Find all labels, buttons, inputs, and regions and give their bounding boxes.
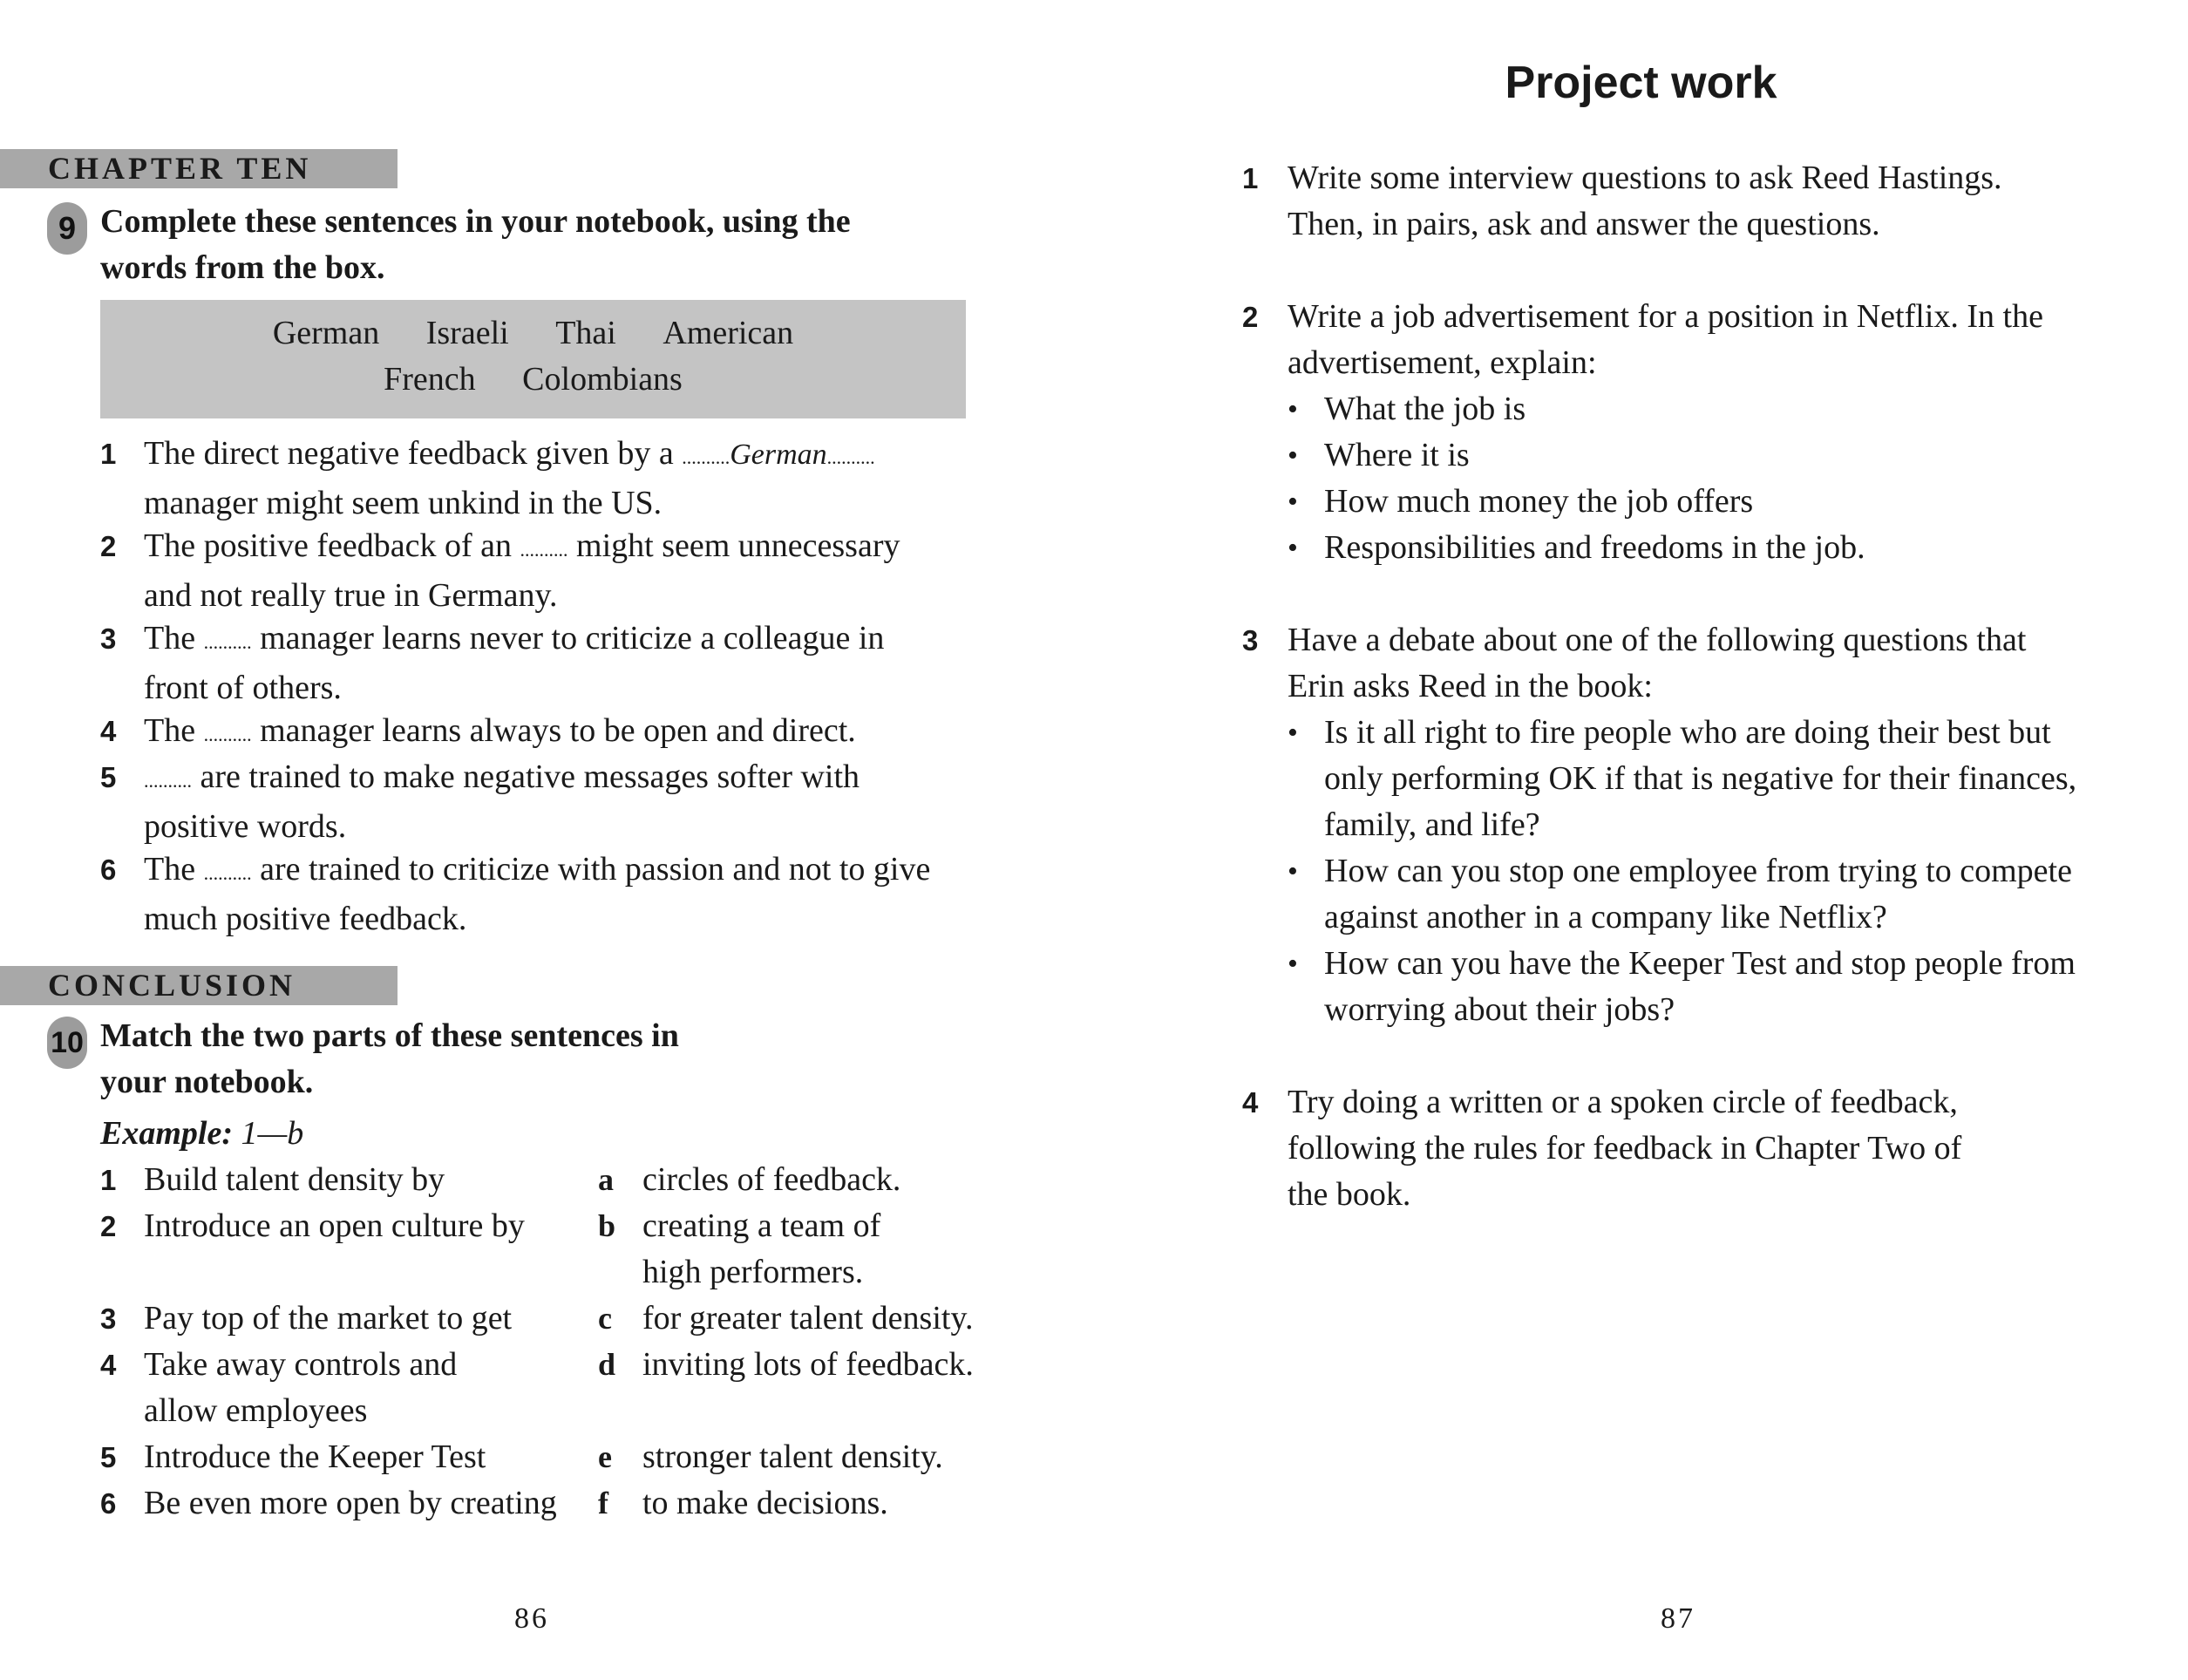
ex10-left-item-6: Be even more open by creating — [144, 1485, 557, 1521]
example-line — [100, 1111, 303, 1157]
exercise-9-title-line2: words from the box. — [100, 249, 385, 286]
example-answer: German — [730, 439, 827, 471]
conclusion-banner: CONCLUSION — [0, 966, 398, 1005]
ex9-item-text: might seem unnecessary — [567, 527, 900, 564]
ex9-item-text: manager might seem unkind in the US. — [144, 485, 663, 521]
project-bullet — [1324, 941, 2076, 1033]
ex10-right-item-d: inviting lots of feedback. — [642, 1346, 974, 1383]
ex10-letter: e — [598, 1439, 612, 1474]
project-item-1 — [1288, 155, 2002, 248]
ex10-item-number: 4 — [100, 1349, 117, 1381]
ex9-item-number: 5 — [100, 761, 117, 793]
exercise-9-number: 9 — [47, 202, 87, 255]
project-bullet: Where it is — [1324, 437, 1470, 473]
bullet-icon: • — [1288, 486, 1298, 518]
project-item-3 — [1288, 617, 2026, 710]
ex10-letter: d — [598, 1347, 616, 1382]
project-item-2 — [1288, 294, 2043, 386]
project-item-number: 1 — [1242, 162, 1259, 194]
ex10-right-item-c: for greater talent density. — [642, 1300, 974, 1337]
ex9-item-text: front of others. — [144, 670, 342, 706]
word-israeli: Israeli — [425, 315, 509, 351]
project-item-number: 4 — [1242, 1086, 1259, 1119]
word-box-row1 — [100, 310, 966, 357]
word-american: American — [663, 315, 794, 351]
project-item-4 — [1288, 1079, 1961, 1218]
bullet-icon: • — [1288, 393, 1298, 425]
word-colombians: Colombians — [522, 361, 683, 398]
ex9-item-5 — [144, 754, 1016, 850]
ex10-item-number: 2 — [100, 1210, 117, 1242]
project-bullet-text: family, and life? — [1324, 806, 1540, 843]
word-box-row2 — [100, 357, 966, 403]
ex10-item-number: 5 — [100, 1441, 117, 1473]
blank-dots: .......... — [203, 631, 252, 653]
ex9-item-number: 6 — [100, 854, 117, 886]
blank-dots: .......... — [144, 770, 192, 792]
ex9-item-number: 2 — [100, 530, 117, 562]
blank-dots: .......... — [203, 862, 252, 884]
exercise-9-title-line1: Complete these sentences in your notebook, using the — [100, 203, 851, 240]
ex10-item-text: Take away controls and — [144, 1346, 458, 1383]
right-page — [1094, 0, 2188, 1680]
project-item-number: 2 — [1242, 301, 1259, 333]
project-bullet — [1324, 710, 2076, 848]
ex10-right-item-e: stronger talent density. — [642, 1439, 943, 1475]
word-thai: Thai — [555, 315, 616, 351]
project-bullet: How much money the job offers — [1324, 483, 1754, 520]
exercise-10-title — [100, 1013, 679, 1105]
ex10-letter: b — [598, 1208, 616, 1243]
ex10-letter: c — [598, 1301, 612, 1336]
project-bullet-text: only performing OK if that is negative for their finances, — [1324, 760, 2077, 797]
blank-dots: .......... — [203, 724, 252, 745]
bullet-icon: • — [1288, 948, 1298, 980]
project-bullet — [1324, 848, 2072, 941]
ex9-item-number: 1 — [100, 438, 117, 470]
ex9-item-text: manager learns never to criticize a colleague in — [251, 620, 885, 656]
page-number-left: 86 — [514, 1602, 549, 1635]
blank-dots: .......... — [520, 539, 568, 561]
ex10-left-item-1: Build talent density by — [144, 1161, 445, 1198]
ex10-item-number: 1 — [100, 1164, 117, 1196]
ex9-item-2 — [144, 523, 1016, 619]
ex9-item-text: manager learns always to be open and direct. — [251, 712, 856, 749]
exercise-10-number: 10 — [47, 1017, 87, 1069]
project-item-text: the book. — [1288, 1176, 1411, 1213]
project-item-text: Erin asks Reed in the book: — [1288, 668, 1653, 704]
page-number-right: 87 — [1661, 1602, 1695, 1635]
ex9-item-text: are trained to make negative messages softer with — [192, 758, 860, 795]
ex10-item-number: 6 — [100, 1487, 117, 1520]
ex9-item-6 — [144, 847, 1016, 942]
ex10-item-text: creating a team of — [642, 1207, 881, 1244]
word-box — [100, 300, 966, 418]
ex9-item-3 — [144, 616, 1016, 711]
ex9-item-text: The direct negative feedback given by a — [144, 435, 683, 472]
ex10-item-number: 3 — [100, 1303, 117, 1335]
ex9-item-text: much positive feedback. — [144, 901, 467, 937]
ex9-item-number: 3 — [100, 622, 117, 655]
project-bullet-text: Is it all right to fire people who are doing their best but — [1324, 714, 2051, 751]
ex9-item-4 — [144, 708, 1016, 758]
project-item-text: Have a debate about one of the following questions that — [1288, 622, 2027, 658]
ex10-left-item-3: Pay top of the market to get — [144, 1300, 513, 1337]
project-bullet: What the job is — [1324, 391, 1526, 427]
example-value: 1—b — [241, 1115, 304, 1152]
bullet-icon: • — [1288, 717, 1298, 749]
project-item-text: advertisement, explain: — [1288, 344, 1597, 381]
word-german: German — [272, 315, 380, 351]
project-work-title: Project work — [1505, 58, 1777, 108]
ex9-item-text: The — [144, 712, 204, 749]
project-bullet-text: How can you stop one employee from trying to compete — [1324, 853, 2072, 889]
ex9-item-1 — [144, 431, 1016, 527]
ex9-item-text: and not really true in Germany. — [144, 577, 558, 614]
exercise-10-title-line2: your notebook. — [100, 1064, 314, 1100]
project-item-text: Write a job advertisement for a position in Netflix. In the — [1288, 298, 2043, 335]
word-french: French — [384, 361, 476, 398]
blank-dots: .......... — [682, 446, 730, 468]
project-bullet-text: against another in a company like Netflix? — [1324, 899, 1887, 935]
project-item-text: Then, in pairs, ask and answer the questions. — [1288, 206, 1880, 242]
bullet-icon: • — [1288, 532, 1298, 564]
ex10-letter: f — [598, 1486, 608, 1520]
project-item-number: 3 — [1242, 624, 1259, 656]
ex10-left-item-5: Introduce the Keeper Test — [144, 1439, 486, 1475]
chapter-ten-banner: CHAPTER TEN — [0, 149, 398, 188]
bullet-icon: • — [1288, 439, 1298, 472]
ex9-item-text: The — [144, 620, 204, 656]
ex10-left-item-2: Introduce an open culture by — [144, 1207, 525, 1244]
example-label: Example: — [100, 1115, 233, 1152]
ex9-item-text: The — [144, 851, 204, 888]
bullet-icon: • — [1288, 855, 1298, 888]
ex10-item-text: allow employees — [144, 1392, 368, 1429]
ex10-right-item-a: circles of feedback. — [642, 1161, 901, 1198]
project-bullet: Responsibilities and freedoms in the job. — [1324, 529, 1865, 566]
project-item-text: Write some interview questions to ask Reed Hastings. — [1288, 160, 2002, 196]
ex10-item-text: high performers. — [642, 1254, 864, 1290]
ex10-letter: a — [598, 1162, 614, 1197]
ex10-right-item-b — [642, 1203, 880, 1296]
blank-dots: .......... — [826, 446, 875, 468]
ex10-right-item-f: to make decisions. — [642, 1485, 888, 1521]
exercise-10-title-line1: Match the two parts of these sentences in — [100, 1017, 679, 1054]
project-item-text: following the rules for feedback in Chapter Two of — [1288, 1130, 1962, 1166]
exercise-9-title — [100, 199, 851, 291]
ex9-item-number: 4 — [100, 715, 117, 747]
project-bullet-text: How can you have the Keeper Test and stop people from — [1324, 945, 2076, 982]
ex10-left-item-4 — [144, 1342, 457, 1434]
ex9-item-text: The positive feedback of an — [144, 527, 520, 564]
project-item-text: Try doing a written or a spoken circle of feedback, — [1288, 1084, 1958, 1120]
ex9-item-text: positive words. — [144, 808, 347, 845]
project-bullet-text: worrying about their jobs? — [1324, 991, 1675, 1028]
ex9-item-text: are trained to criticize with passion and not to give — [251, 851, 931, 888]
